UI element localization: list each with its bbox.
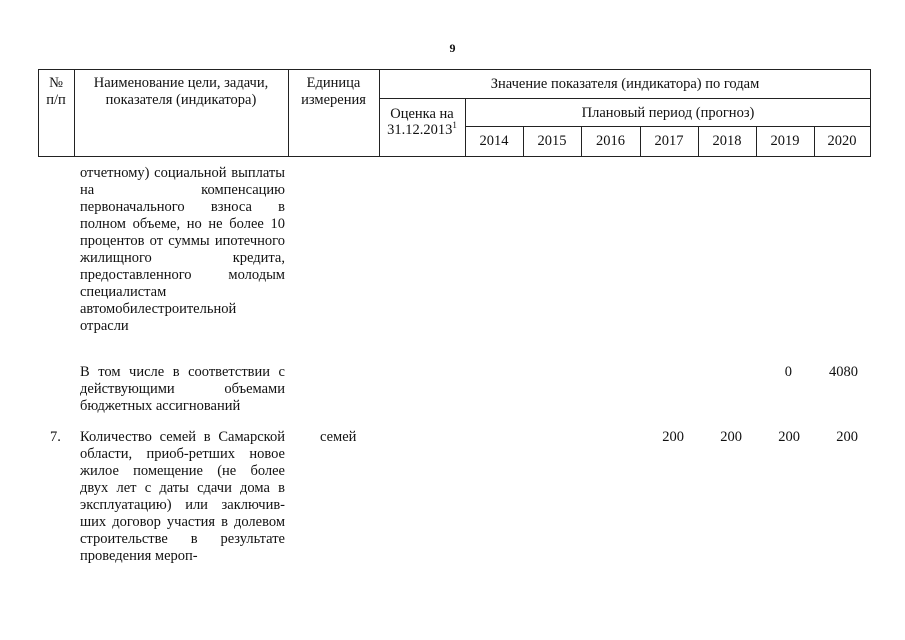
header-values-by-year: Значение показателя (индикатора) по годам [490,76,760,92]
header-bottom-border [38,156,871,157]
row-7-number: 7. [50,429,61,445]
header-year-2017: 2017 [654,133,684,149]
row-7-value-2017: 200 [662,429,684,445]
planned-subheader-border [465,126,871,127]
header-number: № п/п [46,75,66,108]
table-header [0,0,905,160]
header-estimate-line1: Оценка на [390,106,454,122]
row-budget-value-2020: 4080 [829,364,858,380]
header-year-2020: 2020 [827,133,857,149]
header-year-2015: 2015 [537,133,567,149]
page-number: 9 [449,41,456,55]
header-year-2014: 2014 [479,133,509,149]
row-7-value-2019: 200 [778,429,800,445]
header-year-2019: 2019 [770,133,800,149]
header-top-border [38,69,871,70]
row-7-unit: семей [320,429,357,445]
header-planned-period: Плановый период (прогноз) [581,105,755,121]
row-7-value-2020: 200 [836,429,858,445]
table-row-continuation-name: отчетному) социальной выплаты на компенсацию первоначального взноса в полном объеме, но не более 10 процентов от суммы ипотечного жилищного кредита, предоставленного молодым специалистам автомобилестроительной отрасли [80,165,285,334]
header-year-2016: 2016 [596,133,625,149]
row-7-value-2018: 200 [720,429,742,445]
row-budget-value-2019: 0 [784,364,792,380]
values-subheader-border [379,98,871,99]
footnote-marker: 1 [452,120,457,130]
header-name: Наименование цели, задачи, показателя (индикатора) [93,75,269,108]
table-row-budget-name: В том числе в соответствии с действующими объемами бюджетных ассигнований [80,364,285,414]
header-year-2018: 2018 [712,133,742,149]
row-7-name: Количество семей в Самарской области, приоб-ретших новое жилое помещение (не более двух лет с даты сдачи дома в эксплуатацию) или заключив-ших договор участия в долевом строительстве в результате проведения мероп- [80,429,285,564]
header-estimate-line2: 31.12.2013$^1$ [387,120,457,138]
header-unit: Единица измерения [301,75,366,108]
